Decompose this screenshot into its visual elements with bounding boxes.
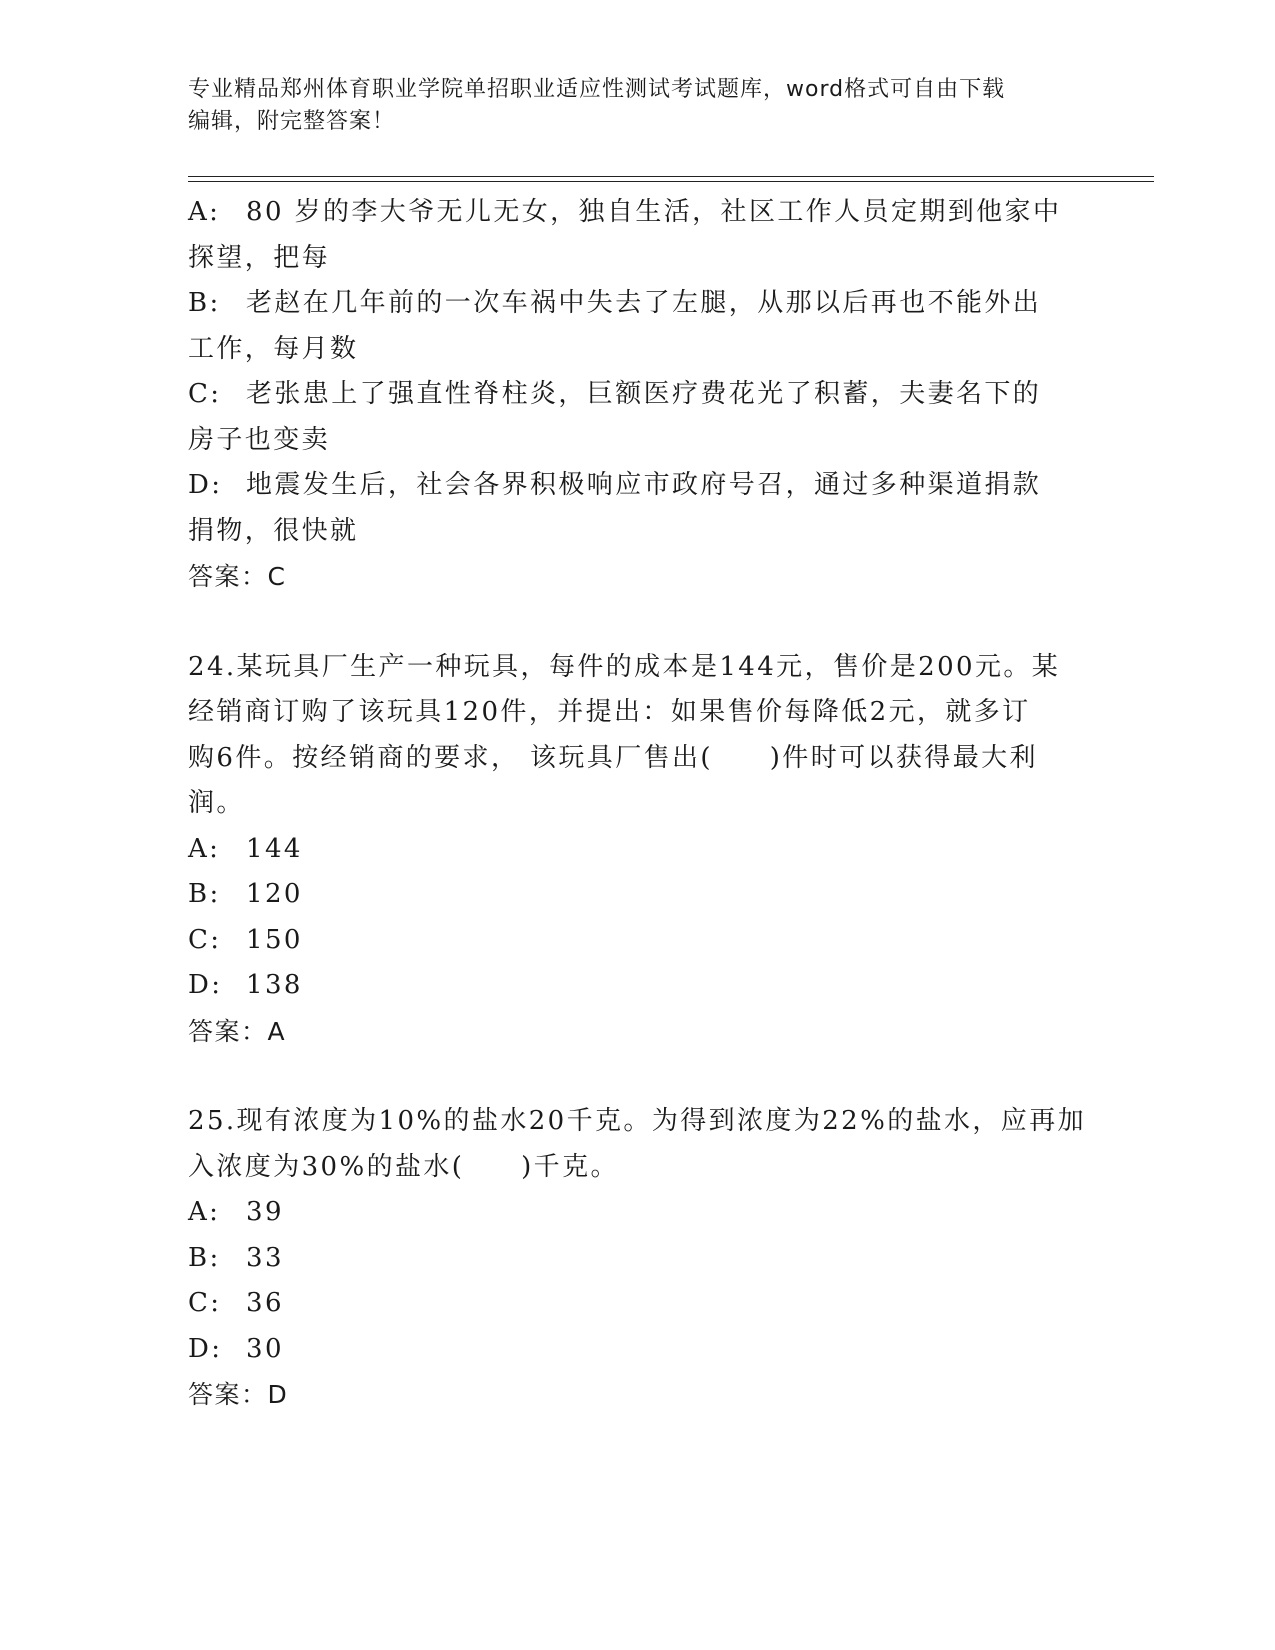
option-b <box>188 281 1078 327</box>
document-header <box>188 74 1088 138</box>
question-content <box>188 190 1087 1418</box>
option-c <box>188 1281 1078 1327</box>
option-text-continued: 探望，把每 <box>188 242 331 273</box>
option-text-continued: 房子也变卖 <box>188 424 331 455</box>
option-text-continued: 捐物，很快就 <box>188 515 359 546</box>
option-a <box>188 1190 1078 1236</box>
option-text: 地震发生后，社会各界积极响应市政府号召，通过多种渠道捐款 <box>246 470 1042 500</box>
option-value: 33 <box>246 1242 284 1273</box>
option-key: A: <box>188 833 221 864</box>
option-value: 144 <box>246 833 303 864</box>
question-stem-line: 24.某玩具厂生产一种玩具，每件的成本是144元，售价是200元。某 <box>188 651 1061 682</box>
option-value: 138 <box>246 970 303 1000</box>
question-stem-line: 经销商订购了该玩具120件，并提出：如果售价每降低2元，就多订 <box>188 697 1031 727</box>
option-key: B: <box>188 1242 221 1273</box>
answer-line: 答案：C <box>188 562 287 591</box>
option-key: D: <box>188 1333 223 1364</box>
option-key: D: <box>188 470 223 500</box>
option-key: A: <box>188 197 221 227</box>
question-stem-line: 润。 <box>188 788 245 818</box>
option-key: C: <box>188 924 222 955</box>
option-c <box>188 918 1078 964</box>
header-divider-top <box>188 176 1154 177</box>
option-value: 39 <box>246 1197 284 1227</box>
option-text: 80 岁的李大爷无儿无女，独自生活，社区工作人员定期到他家中 <box>246 197 1062 227</box>
option-value: 36 <box>246 1288 284 1318</box>
option-text-continued: 工作，每月数 <box>188 333 359 364</box>
question-stem-line: 购6件。按经销商的要求， 该玩具厂售出( )件时可以获得最大利 <box>188 742 1038 773</box>
option-value: 120 <box>246 879 303 909</box>
header-line-2: 编辑，附完整答案！ <box>188 109 396 134</box>
question-24 <box>188 645 1078 1055</box>
option-key: C: <box>188 379 222 409</box>
option-text: 老赵在几年前的一次车祸中失去了左腿，从那以后再也不能外出 <box>246 288 1042 318</box>
option-b <box>188 872 1078 918</box>
question-25 <box>188 1099 1087 1418</box>
option-key: D: <box>188 970 223 1000</box>
option-d <box>188 963 1078 1009</box>
option-value: 150 <box>246 924 303 955</box>
option-value: 30 <box>246 1333 284 1364</box>
option-a <box>188 827 1078 873</box>
option-key: C: <box>188 1288 222 1318</box>
answer-line: 答案：D <box>188 1380 289 1409</box>
option-a <box>188 190 1078 236</box>
answer-line: 答案：A <box>188 1016 287 1046</box>
option-text: 老张患上了强直性脊柱炎，巨额医疗费花光了积蓄，夫妻名下的 <box>246 379 1042 409</box>
option-key: B: <box>188 288 221 318</box>
option-key: A: <box>188 1197 221 1227</box>
option-d <box>188 463 1078 509</box>
header-divider-bottom <box>188 181 1154 182</box>
question-stem-line: 入浓度为30%的盐水( )千克。 <box>188 1151 619 1182</box>
spacer <box>188 600 1078 645</box>
question-stem-line: 25.现有浓度为10%的盐水20千克。为得到浓度为22%的盐水，应再加 <box>188 1106 1087 1136</box>
header-line-1: 专业精品郑州体育职业学院单招职业适应性测试考试题库，word格式可自由下载 <box>188 77 1006 102</box>
question-23 <box>188 190 1078 600</box>
spacer <box>188 1054 1078 1099</box>
option-d <box>188 1327 1078 1373</box>
option-c <box>188 372 1078 418</box>
option-b <box>188 1236 1078 1282</box>
option-key: B: <box>188 879 221 909</box>
